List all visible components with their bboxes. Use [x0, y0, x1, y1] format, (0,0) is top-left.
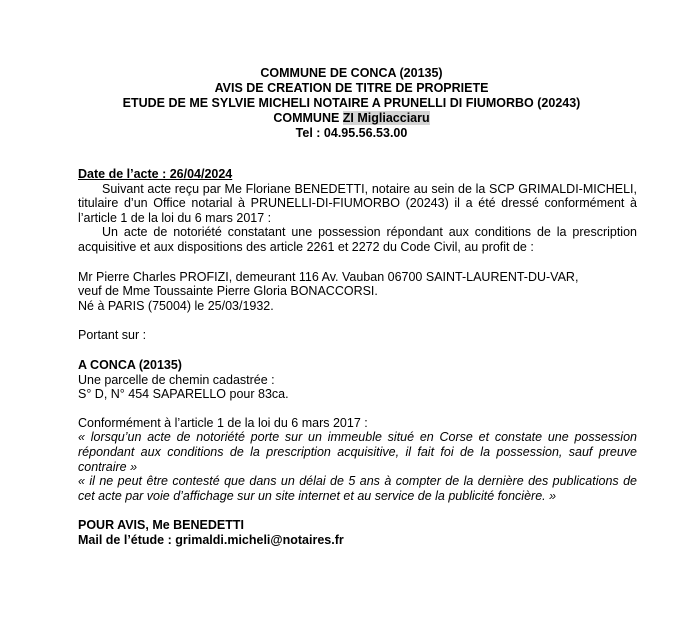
article-quote-2: « il ne peut être contesté que dans un délai de 5 ans à compter de la dernière des publications de cet acte par voie d’affichage sur un site internet et au service de la publicité foncière. » [78, 474, 637, 503]
header-commune-prefix: COMMUNE [273, 111, 343, 125]
beneficiaire-line-1: Mr Pierre Charles PROFIZI, demeurant 116 Av. Vauban 06700 SAINT-LAURENT-DU-VAR, [78, 269, 579, 284]
notice-body [78, 167, 637, 547]
acte-paragraph-2: Un acte de notoriété constatant une possession répondant aux conditions de la prescription acquisitive et aux dispositions des article 2261 et 2272 du Code Civil, au profit de : [78, 225, 637, 254]
footer-pour-avis: POUR AVIS, Me BENEDETTI [78, 518, 244, 533]
header-etude: ETUDE DE ME SYLVIE MICHELI NOTAIRE A PRUNELLI DI FIUMORBO (20243) [122, 96, 581, 110]
header-commune-highlight: ZI Migliacciaru [342, 111, 430, 125]
acte-paragraph-1: Suivant acte reçu par Me Floriane BENEDETTI, notaire au sein de la SCP GRIMALDI-MICHELI, titulaire d’un Office notarial à PRUNELLI-DI-FIUMORBO (20243) il a été dressé conformément à l’article 1 de la loi du 6 mars 2017 : [78, 181, 637, 225]
bien-line-2: S° D, N° 454 SAPARELLO pour 83ca. [78, 387, 289, 402]
acte-date: Date de l’acte : 26/04/2024 [78, 167, 233, 181]
bien-line-1: Une parcelle de chemin cadastrée : [78, 372, 275, 387]
spacer [78, 255, 637, 270]
spacer [78, 313, 637, 328]
header-telephone: Tel : 04.95.56.53.00 [295, 126, 408, 140]
article-quote-1: « lorsqu’un acte de notoriété porte sur un immeuble situé en Corse et constate une possession répondant aux conditions de la prescription acquisitive, il fait foi de la possession, sauf preuve contraire » [78, 430, 637, 474]
article-intro: Conformément à l’article 1 de la loi du 6 mars 2017 : [78, 415, 368, 430]
header-commune: COMMUNE DE CONCA (20135) [260, 66, 443, 80]
notice-header [66, 66, 637, 141]
header-avis-title: AVIS DE CREATION DE TITRE DE PROPRIETE [214, 81, 489, 95]
spacer [78, 402, 637, 416]
header-commune-zi [66, 111, 637, 126]
footer-mail-etude: Mail de l’étude : grimaldi.micheli@notaires.fr [78, 532, 344, 547]
spacer [78, 503, 637, 518]
spacer [78, 343, 637, 358]
portant-sur: Portant sur : [78, 328, 147, 343]
bien-lieu: A CONCA (20135) [78, 357, 182, 372]
beneficiaire-line-3: Né à PARIS (75004) le 25/03/1932. [78, 298, 274, 313]
beneficiaire-line-2: veuf de Mme Toussainte Pierre Gloria BONACCORSI. [78, 284, 378, 299]
